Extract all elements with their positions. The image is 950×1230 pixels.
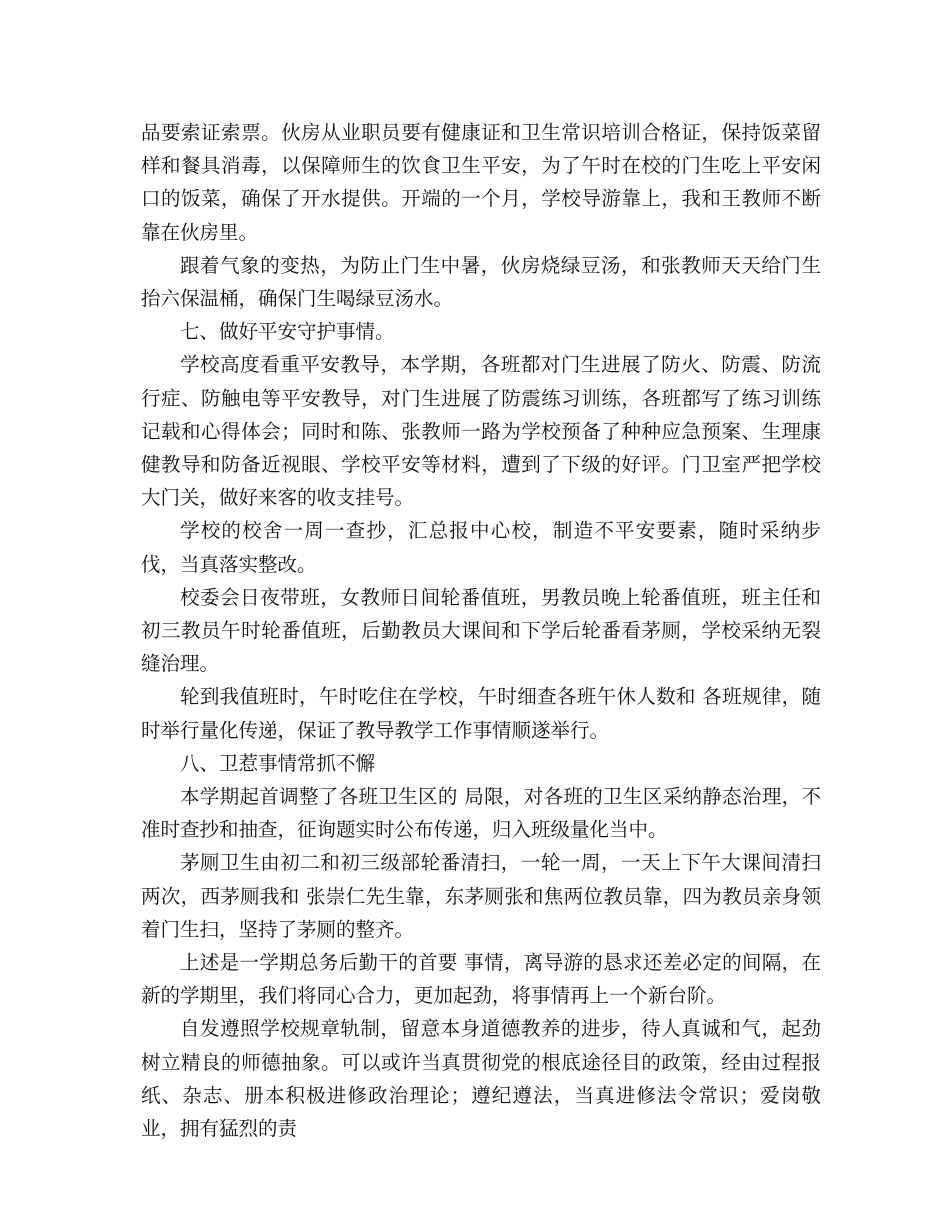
paragraph-6: 轮到我值班时，午时吃住在学校，午时细查各班午休人数和 各班规律，随时举行量化传递，保证了教导教学工作事情顺遂举行。 xyxy=(141,685,821,742)
paragraph-1: 品要索证索票。伙房从业职员要有健康证和卫生常识培训合格证，保持饭菜留样和餐具消毒，以保障师生的饮食卫生平安，为了午时在校的门生吃上平安闲口的饭菜，确保了开水提供。开端的一个月，学校导游靠上，我和王教师不断靠在伙房里。 xyxy=(141,121,821,244)
section-heading-7: 七、做好平安守护事情。 xyxy=(180,320,395,344)
paragraph-7: 本学期起首调整了各班卫生区的 局限，对各班的卫生区采纳静态治理，不准时查抄和抽查，征询题实时公布传递，归入班级量化当中。 xyxy=(141,785,821,842)
section-heading-8: 八、卫惹事情常抓不懈 xyxy=(180,751,376,775)
paragraph-9: 上述是一学期总务后勤干的首要 事情，离导游的恳求还差必定的间隔，在新的学期里，我们将同心合力，更加起劲，将事情再上一个新台阶。 xyxy=(141,951,821,1008)
paragraph-4: 学校的校舍一周一查抄，汇总报中心校，制造不平安要素，随时采纳步伐，当真落实整改。 xyxy=(141,519,821,576)
paragraph-5: 校委会日夜带班，女教师日间轮番值班，男教员晚上轮番值班，班主任和初三教员午时轮番值班，后勤教员大课间和下学后轮番看茅厕，学校采纳无裂缝治理。 xyxy=(141,585,821,676)
paragraph-10: 自发遵照学校规章轨制，留意本身道德教养的进步，待人真诚和气，起劲树立精良的师德抽象。可以或许当真贯彻党的根底途径目的政策，经由过程报纸、杂志、册本积极进修政治理论；遵纪遵法，当真进修法令常识；爱岗敬业，拥有猛烈的责 xyxy=(141,1017,821,1141)
document-body xyxy=(141,116,821,1145)
paragraph-2: 跟着气象的变热，为防止门生中暑，伙房烧绿豆汤，和张教师天天给门生抬六保温桶，确保门生喝绿豆汤水。 xyxy=(141,253,821,311)
paragraph-3: 学校高度看重平安教导，本学期，各班都对门生进展了防火、防震、防流行症、防触电等平安教导，对门生进展了防震练习训练，各班都写了练习训练记载和心得体会；同时和陈、张教师一路为学校预备了种种应急预案、生理康健教导和防备近视眼、学校平安等材料，遭到了下级的好评。门卫室严把学校大门关，做好来客的收支挂号。 xyxy=(141,353,821,510)
paragraph-8: 茅厕卫生由初二和初三级部轮番清扫，一轮一周，一天上下午大课间清扫两次，西茅厕我和 张崇仁先生靠，东茅厕张和焦两位教员靠，四为教员亲身领着门生扫，坚持了茅厕的整齐。 xyxy=(141,851,821,941)
